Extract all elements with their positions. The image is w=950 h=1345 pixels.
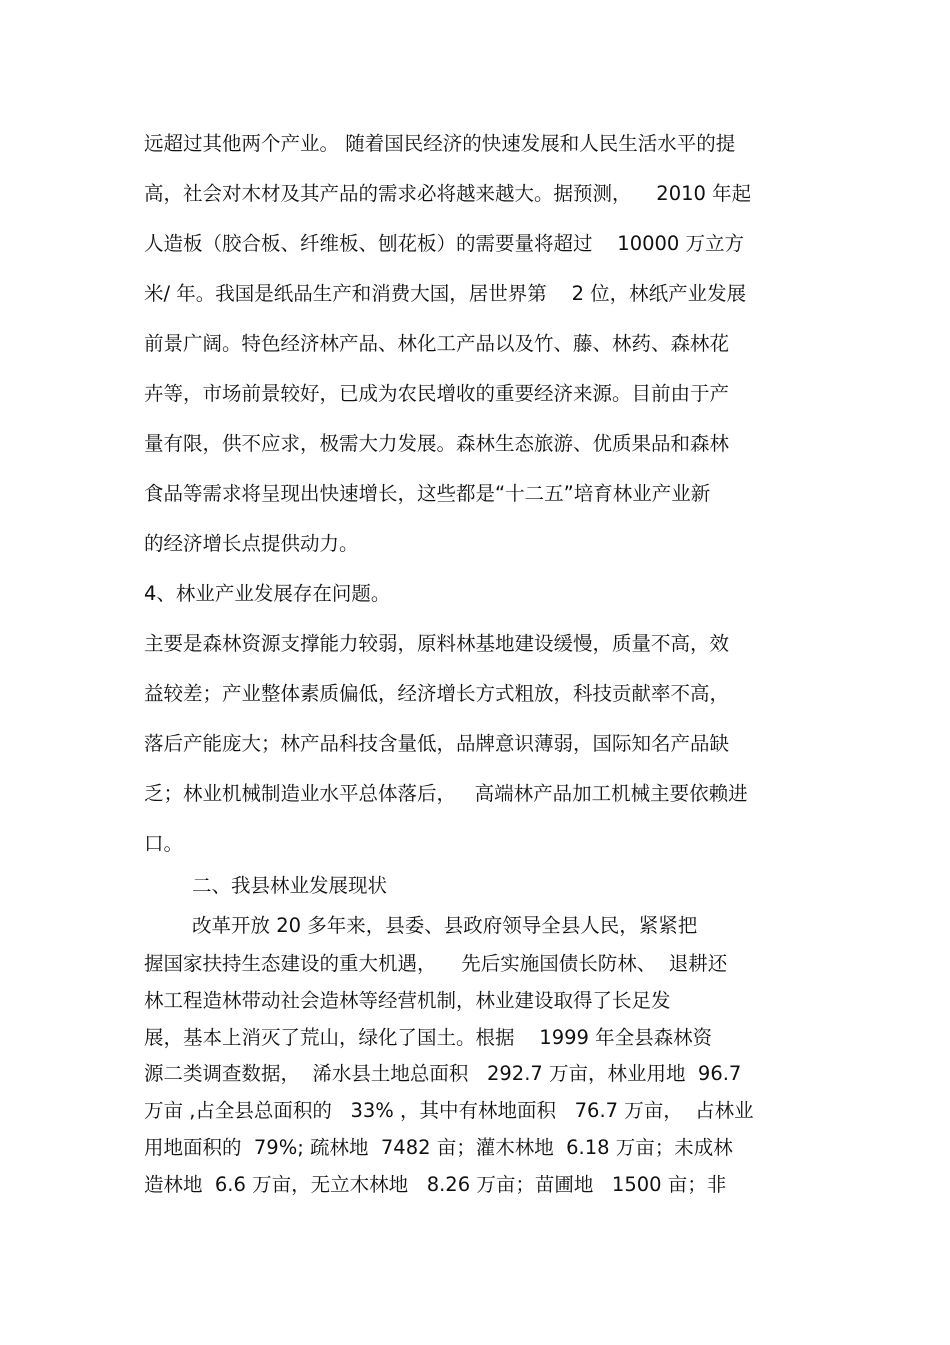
- section-heading: 二、我县林业发展现状: [192, 874, 388, 897]
- body-text-line: 改革开放 20 多年来，县委、县政府领导全县人民，紧紧把: [192, 914, 698, 937]
- body-text-line: 的经济增长点提供动力。: [144, 532, 359, 555]
- body-text-line: 食品等需求将呈现出快速增长，这些都是“十二五”培育林业产业新: [144, 482, 711, 505]
- body-text-line: 益较差；产业整体素质偏低，经济增长方式粗放，科技贡献率不高，: [144, 682, 730, 705]
- section-heading: 4、林业产业发展存在问题。: [144, 582, 391, 605]
- body-text-line: 高，社会对木材及其产品的需求必将越来越大。据预测， 2010 年起: [144, 182, 752, 205]
- body-text-line: 卉等，市场前景较好，已成为农民增收的重要经济来源。目前由于产: [144, 382, 730, 405]
- body-text-line: 米/ 年。我国是纸品生产和消费大国，居世界第 2 位，林纸产业发展: [144, 282, 747, 305]
- body-text-line: 展，基本上消灭了荒山，绿化了国土。根据 1999 年全县森林资: [144, 1026, 713, 1049]
- body-text-line: 口。: [144, 832, 184, 855]
- body-text-line: 人造板（胶合板、纤维板、刨花板）的需要量将超过 10000 万立方: [144, 232, 745, 255]
- body-text-line: 造林地 6.6 万亩，无立木林地 8.26 万亩；苗圃地 1500 亩；非: [144, 1173, 727, 1196]
- body-text-line: 远超过其他两个产业。 随着国民经济的快速发展和人民生活水平的提: [144, 132, 736, 155]
- body-text-line: 林工程造林带动社会造林等经营机制，林业建设取得了长足发: [144, 989, 671, 1012]
- body-text-line: 量有限，供不应求，极需大力发展。森林生态旅游、优质果品和森林: [144, 432, 730, 455]
- body-text-line: 前景广阔。特色经济林产品、林化工产品以及竹、藤、林药、森林花: [144, 332, 730, 355]
- body-text-line: 用地面积的 79%; 疏林地 7482 亩；灌木林地 6.18 万亩；未成林: [144, 1136, 733, 1159]
- body-text-line: 万亩 ,占全县总面积的 33% ，其中有林地面积 76.7 万亩， 占林业: [144, 1099, 754, 1122]
- body-text-line: 乏；林业机械制造业水平总体落后， 高端林产品加工机械主要依赖进: [144, 782, 748, 805]
- body-text-line: 落后产能庞大；林产品科技含量低，品牌意识薄弱，国际知名产品缺: [144, 732, 730, 755]
- body-text-line: 握国家扶持生态建设的重大机遇， 先后实施国债长防林、 退耕还: [144, 952, 728, 975]
- body-text-line: 主要是森林资源支撑能力较弱，原料林基地建设缓慢，质量不高，效: [144, 632, 730, 655]
- body-text-line: 源二类调查数据， 浠水县土地总面积 292.7 万亩，林业用地 96.7: [144, 1062, 742, 1085]
